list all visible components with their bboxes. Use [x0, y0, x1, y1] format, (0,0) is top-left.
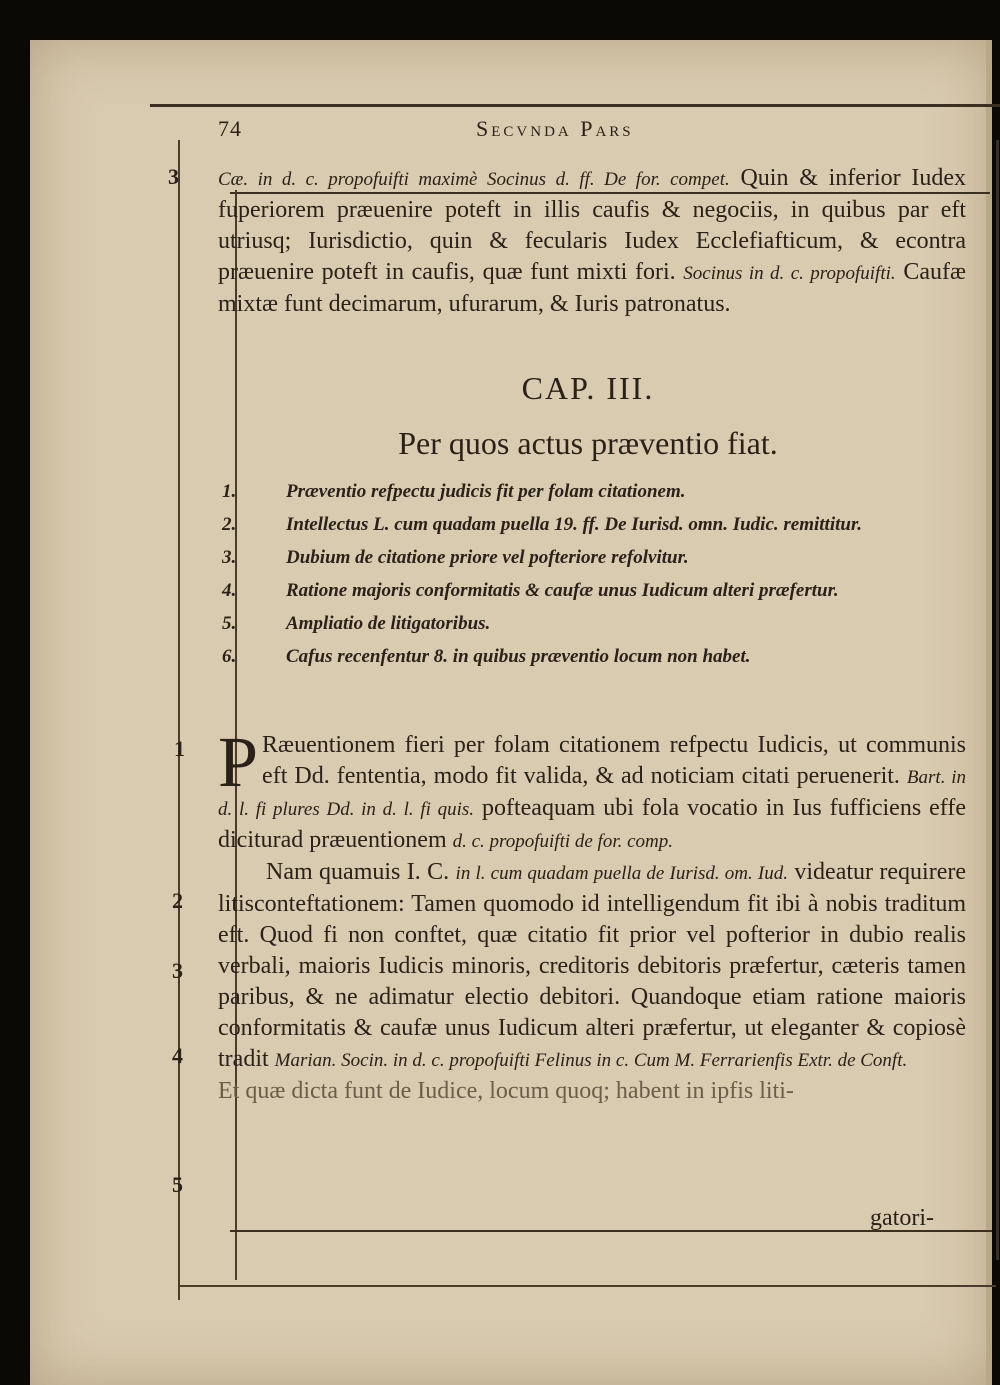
summary-text: Ampliatio de litigatoribus. — [286, 613, 491, 634]
citation: in l. cum quadam puella de Iurisd. om. Iud. — [455, 863, 788, 884]
summary-item — [218, 511, 960, 538]
summary-text: Dubium de citatione priore vel pofteriore refolvitur. — [286, 547, 689, 568]
paragraph-3 — [218, 1076, 966, 1107]
chapter-subtitle: Per quos actus præventio fiat. — [398, 425, 778, 461]
drop-cap: P — [218, 722, 259, 802]
paragraph-text: Caufæ mixtæ funt decimarum, ufurarum, & Iuris patronatus. — [218, 259, 966, 317]
summary-number: 5. — [222, 613, 237, 634]
margin-number: 2 — [172, 888, 183, 913]
page-header — [218, 116, 958, 146]
summary-number: 1. — [222, 481, 237, 502]
paragraph-text: pofteaquam ubi fola vocatio in Ius fufficiens effe diciturad præuentionem — [218, 795, 966, 853]
top-rule — [150, 104, 1000, 107]
summary-item — [218, 577, 960, 604]
summary-item — [218, 478, 960, 505]
margin-number: 3 — [168, 164, 179, 189]
paragraph-text: Quin & inferior Iudex fuperiorem præuenire poteft in illis caufis & negociis, in quibus par eft utriusq; Iurisdictio, quin & fecularis Iudex Ecclefiafticum, & econtra præuenire poteft in caufis, quæ funt mixti fori. — [218, 165, 966, 285]
summary-text: Præventio refpectu judicis fit per folam citationem. — [286, 481, 686, 502]
paragraph-text: Ræuentionem fieri per folam citationem refpectu Iudicis, ut communis eft Dd. fententia, modo fit valida, & ad noticiam citati peruenerit. — [262, 732, 966, 789]
citation: d. c. propofuifti de for. comp. — [452, 831, 674, 852]
opening-paragraph — [218, 163, 966, 320]
paragraph-2 — [218, 857, 966, 1076]
citation: Cæ. in d. c. propofuifti maximè Socinus d. ff. De for. compet. — [218, 169, 730, 190]
summary-item — [218, 643, 960, 670]
paragraph-text: Et quæ dicta funt de Iudice, locum quoq; habent in ipfis liti- — [218, 1078, 794, 1104]
right-frame-rule — [996, 140, 999, 1260]
summary-item — [218, 544, 960, 571]
chapter-title: CAP. III. — [521, 370, 655, 406]
page-edge — [986, 40, 992, 1385]
citation: Socinus in d. c. propofuifti. — [683, 263, 896, 284]
margin-number: 1 — [174, 736, 185, 761]
margin-number: 3 — [172, 958, 183, 983]
summary-text: Intellectus L. cum quadam puella 19. ff. De Iurisd. omn. Iudic. remittitur. — [286, 514, 863, 535]
chapter-summary — [218, 478, 960, 676]
catchword: gatori- — [870, 1205, 934, 1231]
paragraph-text: videatur requirere litisconteftationem: Tamen quomodo id intelligendum fit ibi à nobis traditum eft. Quod fi non conftet, quæ citatio fit prior vel pofterior in dubio realis verbali, maioris Iudicis minoris, creditoris debitoris præfertur, cæteris tamen paribus, & ne adimatur electio debitori. Quandoque etiam ratione maioris conformitatis & caufæ unus Iudicum alteri præfertur, ut eleganter & copiosè tradit — [218, 859, 966, 1072]
citation: Marian. Socin. in d. c. propofuifti Felinus in c. Cum M. Ferrarienfis Extr. de Conft. — [274, 1050, 908, 1071]
outer-margin-rule — [178, 140, 180, 1300]
summary-item — [218, 610, 960, 637]
summary-text: Cafus recenfentur 8. in quibus præventio locum non habet. — [286, 646, 751, 667]
summary-number: 6. — [222, 646, 237, 667]
summary-number: 3. — [222, 547, 237, 568]
body-text — [218, 722, 966, 1107]
summary-number: 4. — [222, 580, 237, 601]
bottom-outer-rule — [180, 1285, 996, 1287]
summary-text: Ratione majoris conformitatis & caufæ unus Iudicum alteri præfertur. — [286, 580, 839, 601]
paragraph-text: Nam quamuis I. C. — [266, 859, 456, 885]
margin-number: 5 — [172, 1172, 183, 1197]
running-title: Secvnda Pars — [476, 116, 634, 141]
page-number: 74 — [218, 116, 242, 141]
summary-number: 2. — [222, 514, 237, 535]
margin-number: 4 — [172, 1043, 183, 1068]
paragraph-1 — [218, 722, 966, 857]
citation: Bart. in d. l. fi plures Dd. in d. l. fi quis. — [218, 767, 966, 820]
